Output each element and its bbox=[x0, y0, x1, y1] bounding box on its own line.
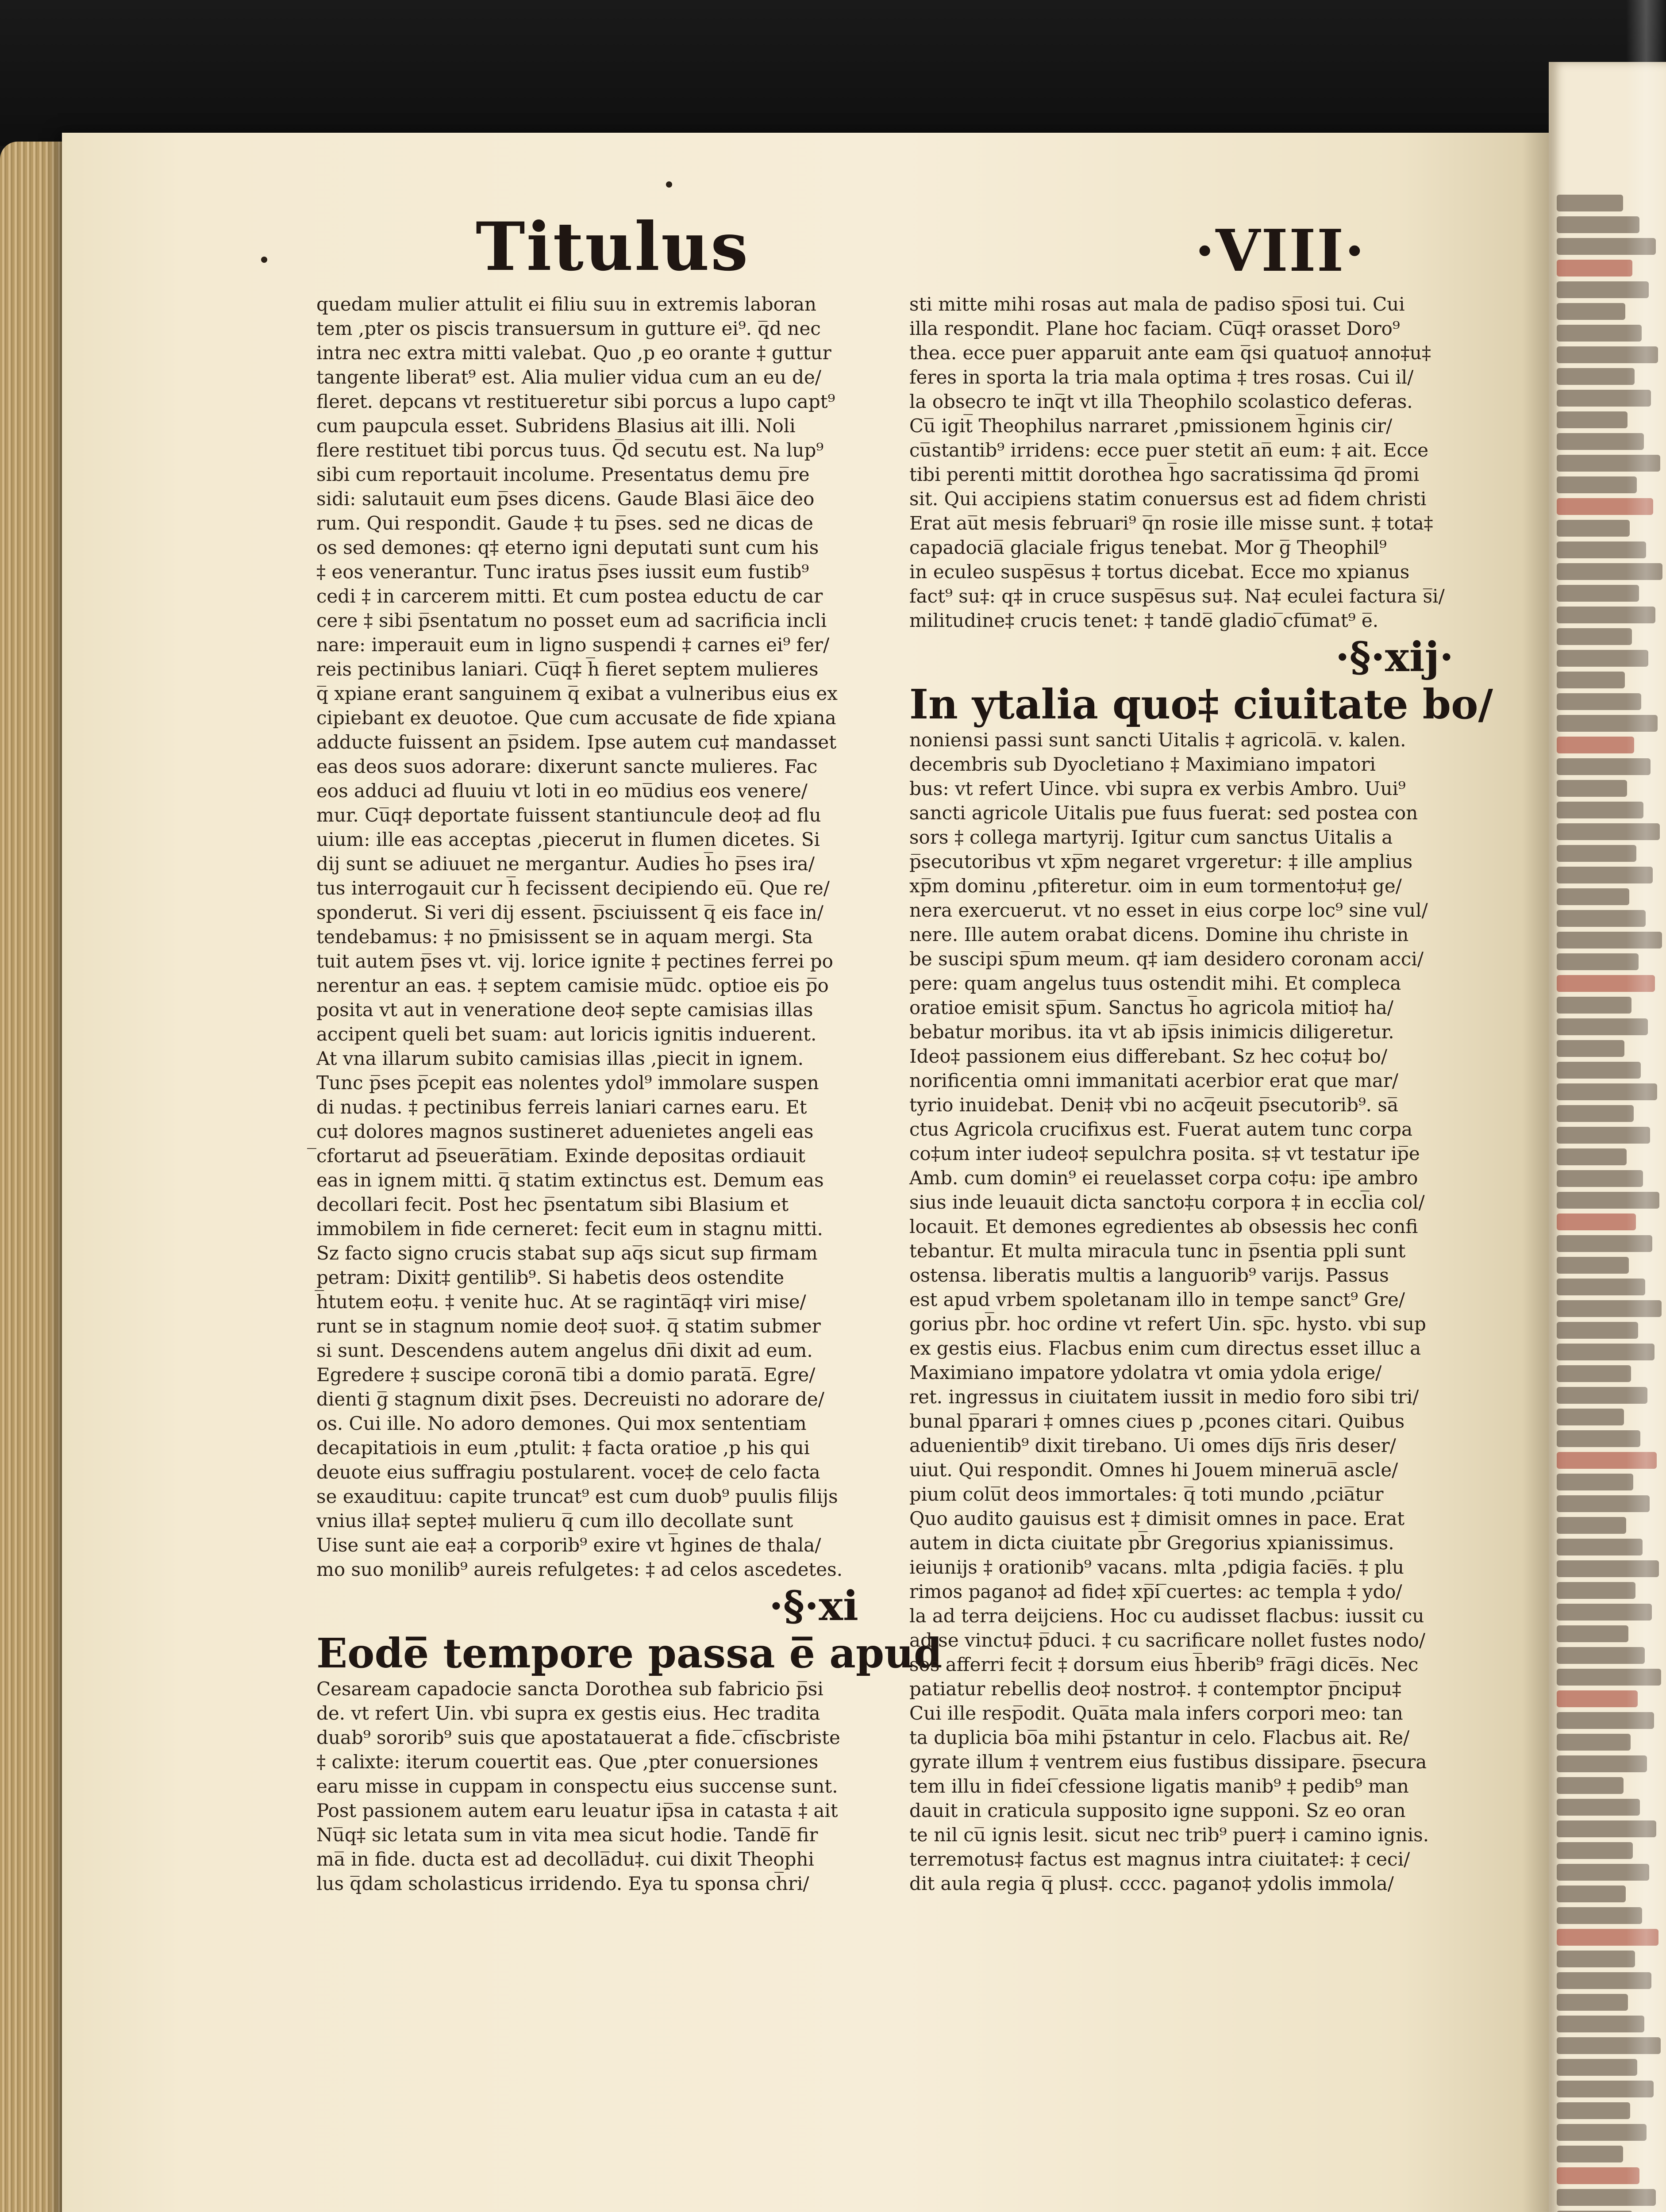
text-line: sancti agricole Uitalis pue fuus fuerat: sed postea con bbox=[909, 802, 1418, 824]
text-line: noniensi passi sunt sancti Uitalis ‡ agricola̅. v. kalen. bbox=[909, 729, 1406, 751]
text-line: aduenientib⁹ dixit tirebano. Ui omes dij̅s n̅ris deser/ bbox=[909, 1435, 1396, 1456]
text-line: Nu̅q‡ sic letata sum in vita mea sicut hodie. Tande̅ fir bbox=[316, 1824, 818, 1846]
adjacent-page-line bbox=[1557, 411, 1628, 428]
text-line: te nil cu̅ ignis lesit. sicut nec trib⁹ puer‡ i camino ignis. bbox=[909, 1824, 1429, 1846]
text-line: sors ‡ collega martyrij. Igitur cum sanctus Uitalis a bbox=[909, 826, 1393, 848]
text-line: vnius illa‡ septe‡ mulieru q̅ cum illo decollate sunt bbox=[316, 1510, 793, 1532]
text-line: ‡ eos venerantur. Tunc iratus p̅ses iussit eum fustib⁹ bbox=[316, 561, 809, 583]
text-line: Cu̅ igit̅ Theophilus narraret ,pmissionem h̅ginis cir/ bbox=[909, 415, 1393, 437]
text-line: quedam mulier attulit ei filiu suu in extremis laboran bbox=[316, 293, 816, 315]
text-line: tem ,pter os piscis transuersum in gutture ei⁹. q̅d nec bbox=[316, 318, 821, 339]
adjacent-page-line bbox=[1557, 737, 1634, 753]
adjacent-page-line bbox=[1557, 1214, 1636, 1230]
text-line: p̅secutoribus vt xp̅m negaret vrgeretur: ‡ ille amplius bbox=[909, 851, 1413, 872]
text-line: At vna illarum subito camisias illas ,piecit in ignem. bbox=[316, 1048, 804, 1069]
text-line: cedi ‡ in carcerem mitti. Et cum postea eductu de car bbox=[316, 585, 823, 607]
text-line: co‡um inter iudeo‡ sepulchra posita. s‡ vt testatur ip̅e bbox=[909, 1143, 1420, 1164]
text-line: nare: imperauit eum in ligno suspendi ‡ carnes ei⁹ fer/ bbox=[316, 634, 830, 656]
text-line: tendebamus: ‡ no p̅misissent se in aquam mergi. Sta bbox=[316, 926, 813, 948]
left-column bbox=[316, 292, 943, 1896]
text-line: reis pectinibus laniari. Cu̅q‡ h̅ fieret septem mulieres bbox=[316, 658, 819, 680]
adjacent-page-line bbox=[1557, 780, 1627, 797]
adjacent-page-line bbox=[1557, 1734, 1631, 1751]
text-line: adducte fuissent an p̅sidem. Ipse autem cu‡ mandasset bbox=[316, 731, 837, 753]
text-line: gorius pb̅r. hoc ordine vt refert Uin. sp̅c. hysto. vbi sup bbox=[909, 1313, 1426, 1335]
text-line: q̅ xpiane erant sanguinem q̅ exibat a vulneribus eius ex bbox=[316, 683, 838, 704]
text-line: Tunc p̅ses p̅cepit eas nolentes ydol⁹ immolare suspen bbox=[316, 1072, 819, 1094]
adjacent-page-line bbox=[1557, 1409, 1624, 1425]
text-line: feres in sporta la tria mala optima ‡ tres rosas. Cui il/ bbox=[909, 366, 1414, 388]
text-line: terremotus‡ factus est magnus intra ciuitate‡: ‡ ceci/ bbox=[909, 1848, 1410, 1870]
text-line: sit. Qui accipiens statim conuersus est ad fidem christi bbox=[909, 488, 1427, 510]
text-line: Amb. cum domin⁹ ei reuelasset corpa co‡u: ip̅e ambro bbox=[909, 1167, 1418, 1189]
text-line: dauit in craticula supposito igne supponi. Sz eo oran bbox=[909, 1800, 1406, 1821]
text-line: patiatur rebellis deo‡ nostro‡. ‡ contemptor p̅ncipu‡ bbox=[909, 1678, 1401, 1700]
text-line: decapitatiois in eum ,ptulit: ‡ facta oratioe ,p his qui bbox=[316, 1437, 810, 1459]
text-line: flere restituet tibi porcus tuus. Q̅d secutu est. Na lup⁹ bbox=[316, 439, 824, 461]
text-line: uiut. Qui respondit. Omnes hi Jouem minerua̅ ascle/ bbox=[909, 1459, 1398, 1481]
text-line: ctus Agricola crucifixus est. Fuerat autem tunc corpa bbox=[909, 1118, 1413, 1140]
text-line: decollari fecit. Post hec p̅sentatum sibi Blasium et bbox=[316, 1194, 789, 1215]
adjacent-page-line bbox=[1557, 1951, 1635, 1967]
text-line: nera exercuerut. vt no esset in eius corpe loc⁹ sine vul/ bbox=[909, 899, 1428, 921]
adjacent-page-line bbox=[1557, 628, 1632, 645]
text-line: tibi perenti mittit dorothea h̅go sacratissima q̅d p̅romi bbox=[909, 464, 1420, 485]
adjacent-page-line bbox=[1557, 1257, 1629, 1274]
text-line: dit aula regia q̅ plus‡. cccc. pagano‡ ydolis immola/ bbox=[909, 1873, 1394, 1894]
text-line: bus: vt refert Uince. vbi supra ex verbis Ambro. Uui⁹ bbox=[909, 778, 1406, 799]
text-line: tus interrogauit cur h̅ fecissent decipiendo eu̅. Que re/ bbox=[316, 877, 830, 899]
ink-dot bbox=[261, 257, 267, 263]
adjacent-page-line bbox=[1557, 2102, 1630, 2119]
text-line: sibi cum reportauit incolume. Presentatus demu p̅re bbox=[316, 464, 810, 485]
text-line: cere ‡ sibi p̅sentatum no posset eum ad sacrificia incli bbox=[316, 610, 827, 631]
right-text-block-a bbox=[909, 292, 1462, 633]
text-line: dienti g̅ stagnum dixit p̅ses. Decreuisti no adorare de/ bbox=[316, 1388, 824, 1410]
adjacent-page-line bbox=[1557, 1365, 1631, 1382]
text-line: sidi: salutauit eum p̅ses dicens. Gaude Blasi a̅ice deo bbox=[316, 488, 815, 510]
text-line: mo suo monilib⁹ aureis refulgetes: ‡ ad celos ascedetes. bbox=[316, 1559, 843, 1580]
running-head-right: ·VIII· bbox=[1195, 217, 1366, 284]
text-line: ‡ calixte: iterum couertit eas. Que ,pter conuersiones bbox=[316, 1751, 819, 1773]
text-line: eas deos suos adorare: dixerunt sancte mulieres. Fac bbox=[316, 756, 818, 777]
text-line: bunal p̅parari ‡ omnes ciues p ,pcones citari. Quibus bbox=[909, 1410, 1405, 1432]
adjacent-page-line bbox=[1557, 1777, 1624, 1794]
text-line: uium: ille eas acceptas ,piecerut in flumen dicetes. Si bbox=[316, 829, 820, 850]
text-line: tyrio inuidebat. Deni‡ vbi no acq̅euit p̅secutorib⁹. sa̅ bbox=[909, 1094, 1398, 1116]
adjacent-page-line bbox=[1557, 1148, 1627, 1165]
text-line: xp̅m dominu ,pfiteretur. oim in eum tormento‡u‡ ge/ bbox=[909, 875, 1402, 897]
adjacent-page-line bbox=[1557, 1474, 1633, 1490]
text-line: militudine‡ crucis tenet: ‡ tande̅ gladio ̅cfu̅mat⁹ e̅. bbox=[909, 610, 1379, 631]
text-line: petram: Dixit‡ gentilib⁹. Si habetis deos ostendite bbox=[316, 1267, 785, 1288]
text-line: Uise sunt aie ea‡ a corporib⁹ exire vt h̅gines de thala/ bbox=[316, 1534, 821, 1556]
adjacent-page-line bbox=[1557, 520, 1630, 537]
adjacent-page-line bbox=[1557, 672, 1625, 688]
text-line: Cesaream capadocie sancta Dorothea sub fabricio p̅si bbox=[316, 1678, 823, 1700]
adjacent-page-line bbox=[1557, 1690, 1638, 1707]
text-line: dij sunt se adiuuet ne mergantur. Audies h̅o p̅ses ira/ bbox=[316, 853, 815, 875]
text-line: di nudas. ‡ pectinibus ferreis laniari carnes earu. Et bbox=[316, 1096, 807, 1118]
text-line: la ad terra deijciens. Hoc cu audisset flacbus: iussit cu bbox=[909, 1605, 1424, 1627]
text-line: sos afferri fecit ‡ dorsum eius h̅berib⁹ fra̅gi dice̅s. Nec bbox=[909, 1654, 1419, 1675]
text-line: rum. Qui respondit. Gaude ‡ tu p̅ses. sed ne dicas de bbox=[316, 512, 813, 534]
text-line: ieiunijs ‡ orationib⁹ vacans. mlta ,pdigia facie̅s. ‡ plu bbox=[909, 1556, 1404, 1578]
section-mark: ·§·xi bbox=[769, 1582, 858, 1630]
section-mark: ·§·xij· bbox=[1335, 633, 1454, 681]
text-line: runt se in stagnum nomie deo‡ suo‡. q̅ statim submer bbox=[316, 1315, 821, 1337]
text-line: cipiebant ex deuotoe. Que cum accusate de fide xpiana bbox=[316, 707, 836, 729]
adjacent-page-line bbox=[1557, 997, 1631, 1014]
text-line: ad se vinctu‡ p̅duci. ‡ cu sacrificare nollet fustes nodo/ bbox=[909, 1629, 1426, 1651]
text-line: est apud vrbem spoletanam illo in tempe sanct⁹ Gre/ bbox=[909, 1289, 1405, 1310]
text-line: ret. ingressus in ciuitatem iussit in medio foro sibi tri/ bbox=[909, 1386, 1419, 1408]
left-text-block-a bbox=[316, 292, 867, 1582]
adjacent-page-line bbox=[1557, 1994, 1628, 2011]
adjacent-page-line bbox=[1557, 1105, 1634, 1122]
text-line: nere. Ille autem orabat dicens. Domine ihu christe in bbox=[909, 924, 1409, 945]
text-line: accipent queli bet suam: aut loricis ignitis induerent. bbox=[316, 1023, 817, 1045]
text-line: si sunt. Descendens autem angelus dn̅i dixit ad eum. bbox=[316, 1340, 813, 1361]
backdrop bbox=[0, 0, 1666, 146]
adjacent-page-line bbox=[1557, 1582, 1635, 1599]
text-line: duab⁹ sororib⁹ suis que apostatauerat a fide. ̅cfi̅scbriste bbox=[316, 1727, 840, 1748]
adjacent-page-line bbox=[1557, 260, 1632, 276]
text-line: cum paupcula esset. Subridens Blasius ait illi. Noli bbox=[316, 415, 796, 437]
text-line: oratioe emisit sp̅um. Sanctus h̅o agricola mitio‡ ha/ bbox=[909, 997, 1393, 1018]
left-text-block-b bbox=[316, 1677, 867, 1896]
text-line: gyrate illum ‡ ventrem eius fustibus dissipare. p̅secura bbox=[909, 1751, 1427, 1773]
text-line: deuote eius suffragiu postularent. voce‡ de celo facta bbox=[316, 1461, 820, 1483]
text-line: decembris sub Dyocletiano ‡ Maximiano impatori bbox=[909, 753, 1376, 775]
text-line: ma̅ in fide. ducta est ad decolla̅du‡. cui dixit Theophi bbox=[316, 1848, 814, 1870]
text-line: rimos pagano‡ ad fide‡ xp̅i ̅cuertes: ac templa ‡ ydo/ bbox=[909, 1581, 1402, 1602]
adjacent-page-line bbox=[1557, 195, 1623, 211]
text-line: pere: quam angelus tuus ostendit mihi. Et compleca bbox=[909, 972, 1401, 994]
text-line: fleret. depcans vt restitueretur sibi porcus a lupo capt⁹ bbox=[316, 391, 835, 412]
text-line: earu misse in cuppam in conspectu eius succense sunt. bbox=[316, 1775, 838, 1797]
text-line: nerentur an eas. ‡ septem camisie mu̅dc. optioe eis p̅o bbox=[316, 975, 829, 996]
section-heading: In ytalia quo‡ ciuitate bo/ bbox=[909, 680, 1493, 728]
text-line: Egredere ‡ suscipe corona̅ tibi a domio parata̅. Egre/ bbox=[316, 1364, 816, 1386]
text-line: ta duplicia bo̅a mihi p̅stantur in celo. Flacbus ait. Re/ bbox=[909, 1727, 1410, 1748]
text-line: autem in dicta ciuitate pb̅r Gregorius xpianissimus. bbox=[909, 1532, 1394, 1554]
text-line: in eculeo suspe̅sus ‡ tortus dicebat. Ecce mo xpianus bbox=[909, 561, 1410, 583]
right-column bbox=[909, 292, 1493, 1896]
text-line: pium colu̅t deos immortales: q̅ toti mundo ,pcia̅tur bbox=[909, 1483, 1384, 1505]
text-line: norificentia omni immanitati acerbior erat que mar/ bbox=[909, 1070, 1399, 1091]
text-line: sti mitte mihi rosas aut mala de padiso sp̅osi tui. Cui bbox=[909, 293, 1405, 315]
text-line: cu̅stantib⁹ irridens: ecce puer stetit an̅ eum: ‡ ait. Ecce bbox=[909, 439, 1429, 461]
text-line: cu‡ dolores magnos sustineret aduenietes angeli eas bbox=[316, 1121, 814, 1142]
text-line: mur. Cu̅q‡ deportate fuissent stantiuncule deo‡ ad flu bbox=[316, 804, 821, 826]
text-line: Erat au̅t mesis februari⁹ q̅n rosie ille misse sunt. ‡ tota‡ bbox=[909, 512, 1433, 534]
text-line: tangente liberat⁹ est. Alia mulier vidua cum an eu de/ bbox=[316, 366, 822, 388]
text-line: Cui ille resp̅odit. Qua̅ta mala infers corpori meo: tan bbox=[909, 1702, 1403, 1724]
text-line: h̅tutem eo‡u. ‡ venite huc. At se raginta̅q‡ viri mise/ bbox=[316, 1291, 806, 1313]
adjacent-page-line bbox=[1557, 845, 1636, 862]
text-line: illa respondit. Plane hoc faciam. Cu̅q‡ orasset Doro⁹ bbox=[909, 318, 1400, 339]
adjacent-page-line bbox=[1557, 368, 1635, 385]
section-heading: Eode̅ tempore passa e̅ apud bbox=[316, 1629, 943, 1677]
text-line: bebatur moribus. ita vt ab ip̅sis inimicis diligeretur. bbox=[909, 1021, 1394, 1043]
page-edges bbox=[0, 142, 64, 2212]
glass-reflection bbox=[1626, 0, 1666, 2212]
text-line: tuit autem p̅ses vt. vij. lorice ignite ‡ pectines ferrei po bbox=[316, 950, 833, 972]
text-line: os. Cui ille. No adoro demones. Qui mox sententiam bbox=[316, 1413, 807, 1434]
running-head-left: Titulus bbox=[476, 208, 750, 286]
text-line: Sz facto signo crucis stabat sup aq̅s sicut sup firmam bbox=[316, 1242, 818, 1264]
text-line: Maximiano impatore ydolatra vt omia ydola erige/ bbox=[909, 1362, 1382, 1383]
text-line: be suscipi sp̅um meum. q‡ iam desidero coronam acci/ bbox=[909, 948, 1424, 970]
text-line: locauit. Et demones egredientes ab obsessis hec confi bbox=[909, 1216, 1418, 1237]
adjacent-page-line bbox=[1557, 2146, 1623, 2162]
adjacent-page-line bbox=[1557, 476, 1637, 493]
adjacent-page-line bbox=[1557, 1842, 1633, 1859]
right-text-block-b bbox=[909, 728, 1462, 1896]
text-line: eas in ignem mitti. q̅ statim extinctus est. Demum eas bbox=[316, 1169, 824, 1191]
text-line: la obsecro te inq̅t vt illa Theophilo scolastico deferas. bbox=[909, 391, 1413, 412]
adjacent-page-line bbox=[1557, 888, 1629, 905]
text-line: sponderut. Si veri dij essent. p̅sciuissent q̅ eis face in/ bbox=[316, 902, 823, 923]
text-line: capadocia̅ glaciale frigus tenebat. Mor g̅ Theophil⁹ bbox=[909, 537, 1387, 558]
text-line: ex gestis eius. Flacbus enim cum directus esset illuc a bbox=[909, 1337, 1421, 1359]
text-line: de. vt refert Uin. vbi supra ex gestis eius. Hec tradita bbox=[316, 1702, 820, 1724]
text-line: ̅cfortarut ad p̅seuera̅tiam. Exinde depositas ordiauit bbox=[316, 1145, 805, 1167]
text-line: lus q̅dam scholasticus irridendo. Eya tu sponsa ch̅ri/ bbox=[316, 1873, 809, 1894]
text-line: thea. ecce puer apparuit ante eam q̅si quatuo‡ anno‡u‡ bbox=[909, 342, 1431, 364]
text-line: immobilem in fide cerneret: fecit eum in stagnu mitti. bbox=[316, 1218, 823, 1240]
adjacent-page-line bbox=[1557, 303, 1625, 320]
text-line: Ideo‡ passionem eius differebant. Sz hec co‡u‡ bo/ bbox=[909, 1045, 1388, 1067]
adjacent-page-line bbox=[1557, 1517, 1626, 1534]
text-line: Post passionem autem earu leuatur ip̅sa in catasta ‡ ait bbox=[316, 1800, 838, 1821]
text-line: intra nec extra mitti valebat. Quo ,p eo orante ‡ guttur bbox=[316, 342, 831, 364]
text-line: ostensa. liberatis multis a languorib⁹ varijs. Passus bbox=[909, 1264, 1389, 1286]
text-line: sius inde leuauit dicta sancto‡u corpora ‡ in eccl̅ia col/ bbox=[909, 1191, 1425, 1213]
text-line: tem illu in fidei ̅cfessione ligatis manib⁹ ‡ pedib⁹ man bbox=[909, 1775, 1409, 1797]
text-line: tebantur. Et multa miracula tunc in p̅sentia ppli sunt bbox=[909, 1240, 1406, 1262]
adjacent-page-line bbox=[1557, 1625, 1628, 1642]
text-line: os sed demones: q‡ eterno igni deputati sunt cum his bbox=[316, 537, 819, 558]
adjacent-page-line bbox=[1557, 2059, 1637, 2076]
text-line: eos adduci ad fluuiu vt loti in eo mu̅dius eos venere/ bbox=[316, 780, 808, 802]
text-line: fact⁹ su‡: q‡ in cruce suspe̅sus su‡. Na‡ eculei factura s̅i/ bbox=[909, 585, 1445, 607]
ink-dot bbox=[666, 181, 672, 188]
adjacent-page-line bbox=[1557, 1040, 1624, 1057]
adjacent-page-line bbox=[1557, 1886, 1626, 1902]
text-line: se exaudituu: capite truncat⁹ est cum duob⁹ puulis filijs bbox=[316, 1486, 838, 1507]
text-line: posita vt aut in veneratione deo‡ septe camisias illas bbox=[316, 999, 813, 1021]
text-line: Quo audito gauisus est ‡ dimisit omnes in pace. Erat bbox=[909, 1508, 1405, 1529]
